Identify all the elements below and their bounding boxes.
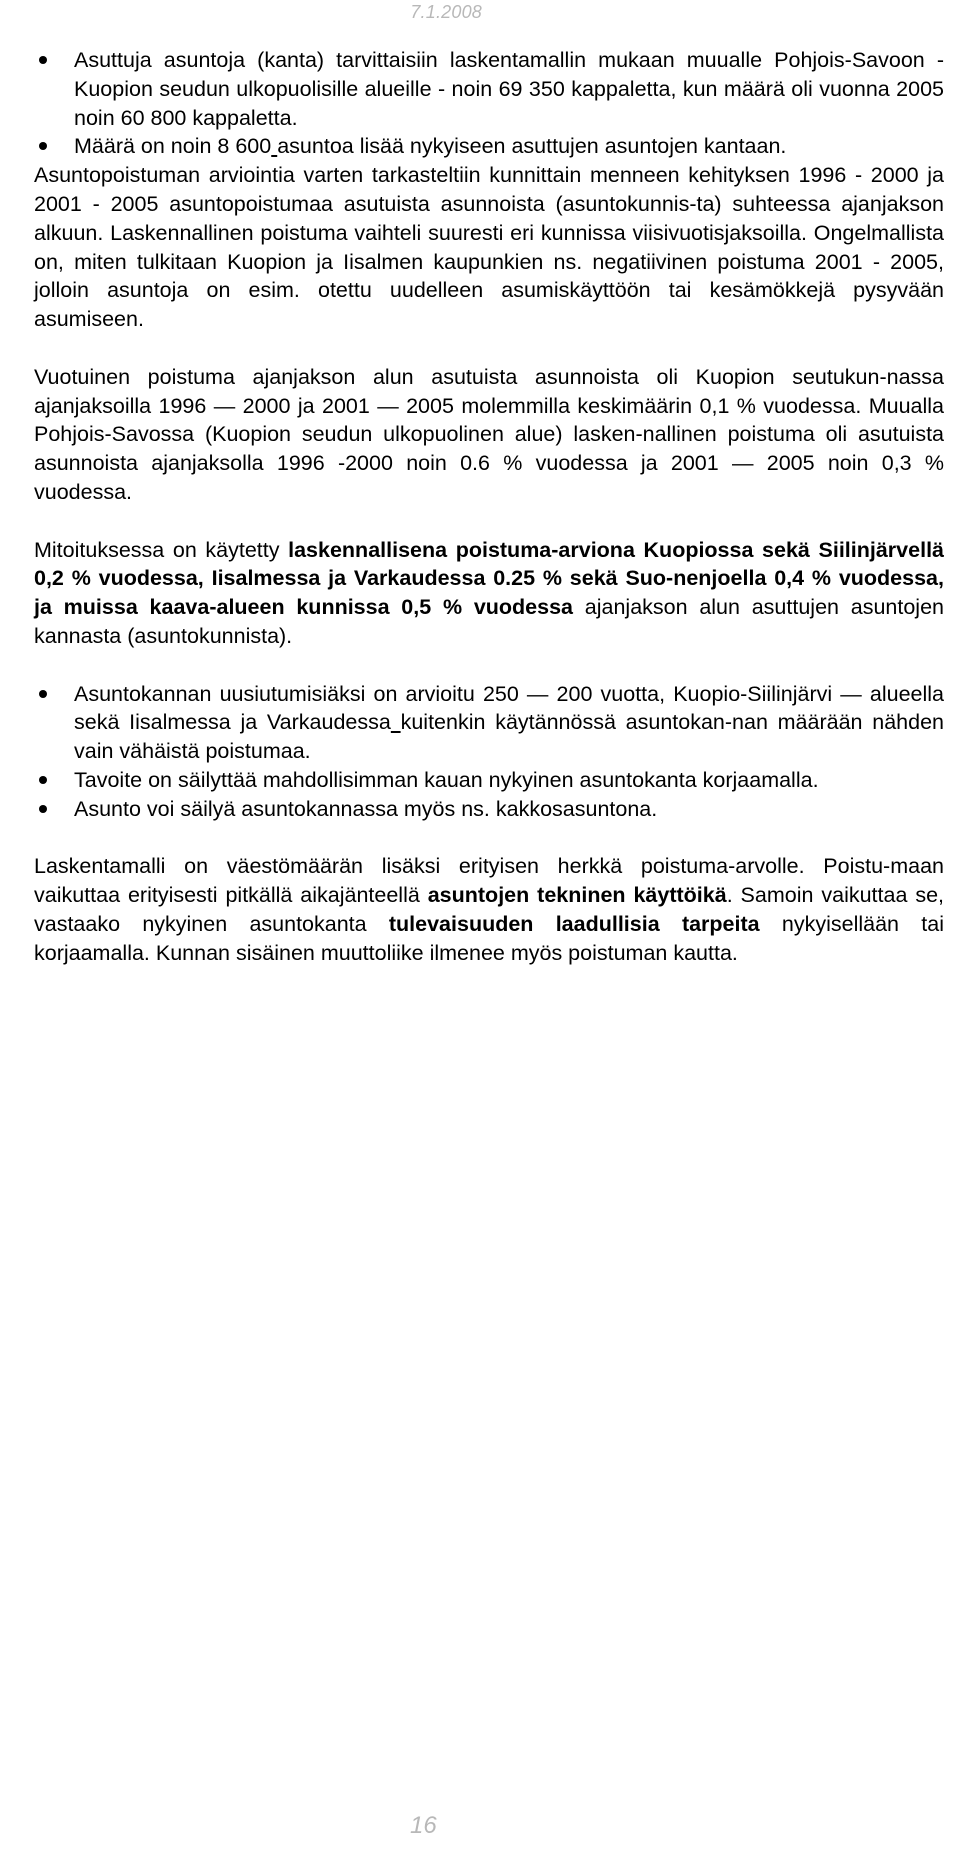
- bold-text: tulevaisuuden laadullisia tarpeita: [388, 911, 760, 936]
- list-item-text: Asunto voi säilyä asuntokannassa myös ns. kakkosasuntona.: [74, 796, 658, 821]
- paragraph-text: Laskentamalli on väestömäärän lisäksi erityisen herkkä poistuma-arvolle. Poistu-maan vaikuttaa erityisesti pitkällä aikajänteellä: [34, 854, 944, 908]
- paragraph-mitoitus: [34, 536, 944, 651]
- paragraph-vuotuinen-poistuma: Vuotuinen poistuma ajanjakson alun asutuista asunnoista oli Kuopion seutukun-nassa ajanjaksoilla 1996 — 2000 ja 2001 — 2005 molemmilla keskimäärin 0,1 % vuodessa. Muualla Pohjois-Savossa (Kuopion seudun ulkopuolinen alue) lasken-nallinen poistuma oli asutuista asunnoista ajanjaksolla 1996 -2000 noin 0.6 % vuodessa ja 2001 — 2005 noin 0,3 % vuodessa.: [34, 364, 944, 504]
- list-item-text: Tavoite on säilyttää mahdollisimman kauan nykyinen asuntokanta korjaamalla.: [74, 767, 819, 792]
- bullet-icon: [39, 142, 47, 150]
- bullet-list-top: [34, 46, 944, 161]
- bullet-icon: [39, 56, 47, 64]
- underlined-space: [391, 710, 401, 734]
- paragraph-poistuma-arviointi: Asuntopoistuman arviointia varten tarkasteltiin kunnittain menneen kehityksen 1996 - 2000 ja 2001 - 2005 asuntopoistumaa asutuista asunnoista (asuntokunnis-ta) suhteessa ajanjakson alkuun. Laskennallinen poistuma vaihteli suuresti eri kunnissa viisivuotisjaksoilla. Ongelmallista on, miten tulkitaan Kuopion ja Iisalmen kaupunkien ns. negatiivinen poistuma 2001 - 2005, jolloin asuntoja on esim. otettu uudelleen asumiskäyttöön tai kesämökkejä pysyvään asumiseen.: [34, 163, 944, 332]
- bold-text: asuntojen tekninen käyttöikä: [427, 883, 727, 908]
- paragraph-text: Mitoituksessa on käytetty: [34, 537, 289, 562]
- page-number: 16: [410, 1812, 437, 1839]
- paragraph-text: nykyisellään tai korjaamalla. Kunnan sisäinen muuttoliike ilmenee myös poistuman kautta.: [34, 911, 944, 965]
- paragraph-laskentamalli: [34, 852, 944, 967]
- header-date: 7.1.2008: [410, 2, 482, 22]
- bold-text: laskennallisena poistuma-arviona Kuopiossa sekä Siilinjärvellä 0,2 % vuodessa, Iisalmessa ja Varkaudessa 0.25 % sekä Suo-nenjoella 0,4 % vuodessa, ja muissa kaava-alueen kunnissa 0,5 % vuodessa: [34, 537, 944, 620]
- paragraph-text: . Samoin vaikuttaa se, vastaako nykyinen asuntokanta: [34, 883, 944, 936]
- paragraph-text: ajanjakson alun asuttujen asuntojen kannasta (asuntokunnista).: [34, 595, 944, 648]
- list-item-text: asuntoa lisää nykyiseen asuttujen asuntojen kantaan.: [277, 134, 787, 159]
- list-item-text: Asuntokannan uusiutumisiäksi on arvioitu 250 — 200 vuotta, Kuopio-Siilinjärvi — alueella sekä Iisalmessa ja Varkaudessa: [74, 681, 944, 735]
- list-item-text: kuitenkin käytännössä asuntokan-nan määrään nähden vain vähäistä poistumaa.: [74, 710, 944, 764]
- list-item: [34, 680, 944, 766]
- bullet-list-middle: [34, 680, 944, 824]
- list-item: [34, 795, 944, 824]
- bullet-icon: [39, 690, 47, 698]
- list-item-text: Asuttuja asuntoja (kanta) tarvittaisiin laskentamallin mukaan muualle Pohjois-Savoon - Kuopion seudun ulkopuolisille alueille - noin 69 350 kappaletta, kun määrä oli vuonna 2005 noin 60 800 kappaletta.: [74, 48, 944, 130]
- list-item: [34, 132, 944, 161]
- list-item-text: Määrä on noin 8 600: [74, 134, 272, 159]
- bullet-icon: [39, 776, 47, 784]
- list-item: [34, 46, 944, 132]
- bullet-icon: [39, 805, 47, 813]
- list-item: [34, 766, 944, 795]
- document-body: [34, 46, 944, 996]
